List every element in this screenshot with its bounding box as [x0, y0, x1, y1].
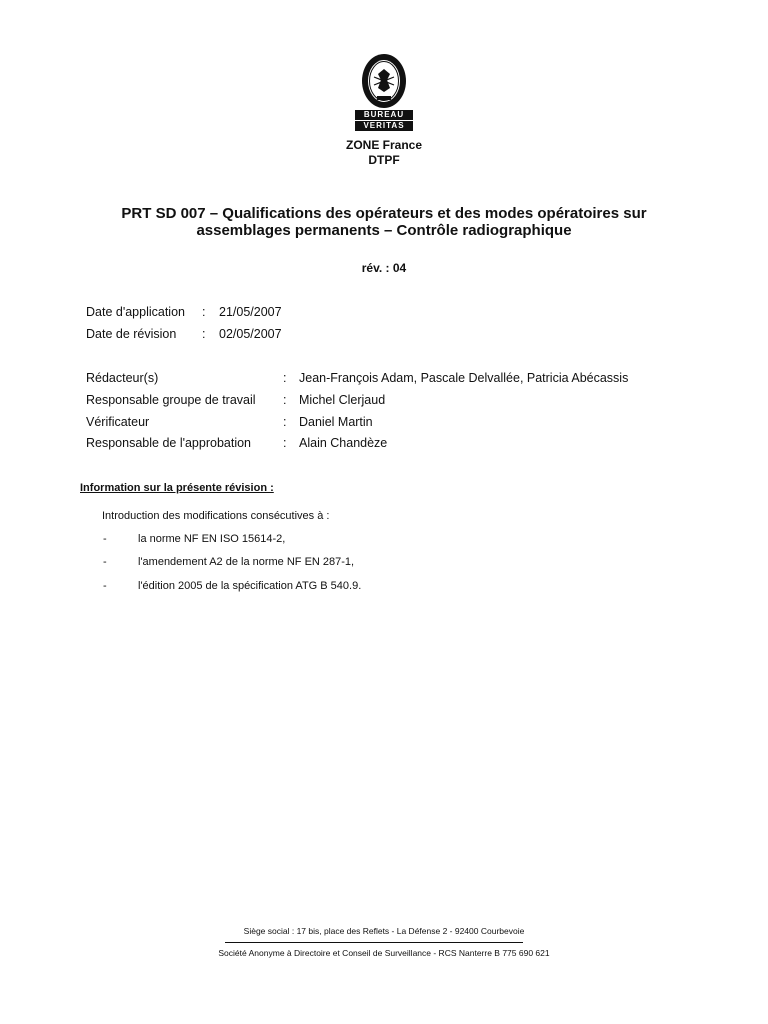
- logo-band-top: BUREAU: [355, 110, 413, 120]
- revision-intro-text: Introduction des modifications consécutives à :: [102, 510, 330, 522]
- logo-band-bottom: VERITAS: [355, 121, 413, 131]
- responsable-groupe-label: Responsable groupe de travail: [86, 393, 256, 407]
- redacteur-colon: :: [283, 371, 287, 385]
- date-application-value: 21/05/2007: [219, 305, 282, 319]
- redacteur-label: Rédacteur(s): [86, 371, 159, 385]
- list-item: la norme NF EN ISO 15614-2,: [138, 533, 286, 545]
- responsable-groupe-colon: :: [283, 393, 287, 407]
- verificateur-label: Vérificateur: [86, 415, 150, 429]
- revision-number: rév. : 04: [361, 261, 407, 275]
- responsable-approbation-value: Alain Chandèze: [299, 436, 388, 450]
- footer-legal: Société Anonyme à Directoire et Conseil de Surveillance - RCS Nanterre B 775 690 621: [218, 948, 550, 958]
- footer-divider: [225, 942, 523, 943]
- date-revision-value: 02/05/2007: [219, 327, 282, 341]
- bureau-veritas-logo: [350, 52, 418, 144]
- responsable-groupe-value: Michel Clerjaud: [299, 393, 386, 407]
- date-application-label: Date d'application: [86, 305, 185, 319]
- date-revision-label: Date de révision: [86, 327, 177, 341]
- list-item-dash: -: [103, 556, 107, 568]
- list-item: l'amendement A2 de la norme NF EN 287-1,: [138, 556, 355, 568]
- logo-seal-icon: [360, 52, 408, 110]
- department-name: DTPF: [368, 153, 400, 167]
- verificateur-value: Daniel Martin: [299, 415, 373, 429]
- responsable-approbation-label: Responsable de l'approbation: [86, 436, 252, 450]
- document-title-line2: assemblages permanents – Contrôle radiographique: [196, 222, 572, 239]
- revision-info-heading: Information sur la présente révision :: [80, 482, 274, 494]
- list-item-dash: -: [103, 580, 107, 592]
- redacteur-value: Jean-François Adam, Pascale Delvallée, Patricia Abécassis: [299, 371, 629, 385]
- responsable-approbation-colon: :: [283, 436, 287, 450]
- list-item: l'édition 2005 de la spécification ATG B 540.9.: [138, 580, 362, 592]
- footer-address: Siège social : 17 bis, place des Reflets - La Défense 2 - 92400 Courbevoie: [243, 926, 525, 936]
- date-application-colon: :: [202, 305, 206, 319]
- zone-name: ZONE France: [345, 138, 423, 152]
- document-title-line1: PRT SD 007 – Qualifications des opérateurs et des modes opératoires sur: [121, 205, 647, 222]
- list-item-dash: -: [103, 533, 107, 545]
- verificateur-colon: :: [283, 415, 287, 429]
- date-revision-colon: :: [202, 327, 206, 341]
